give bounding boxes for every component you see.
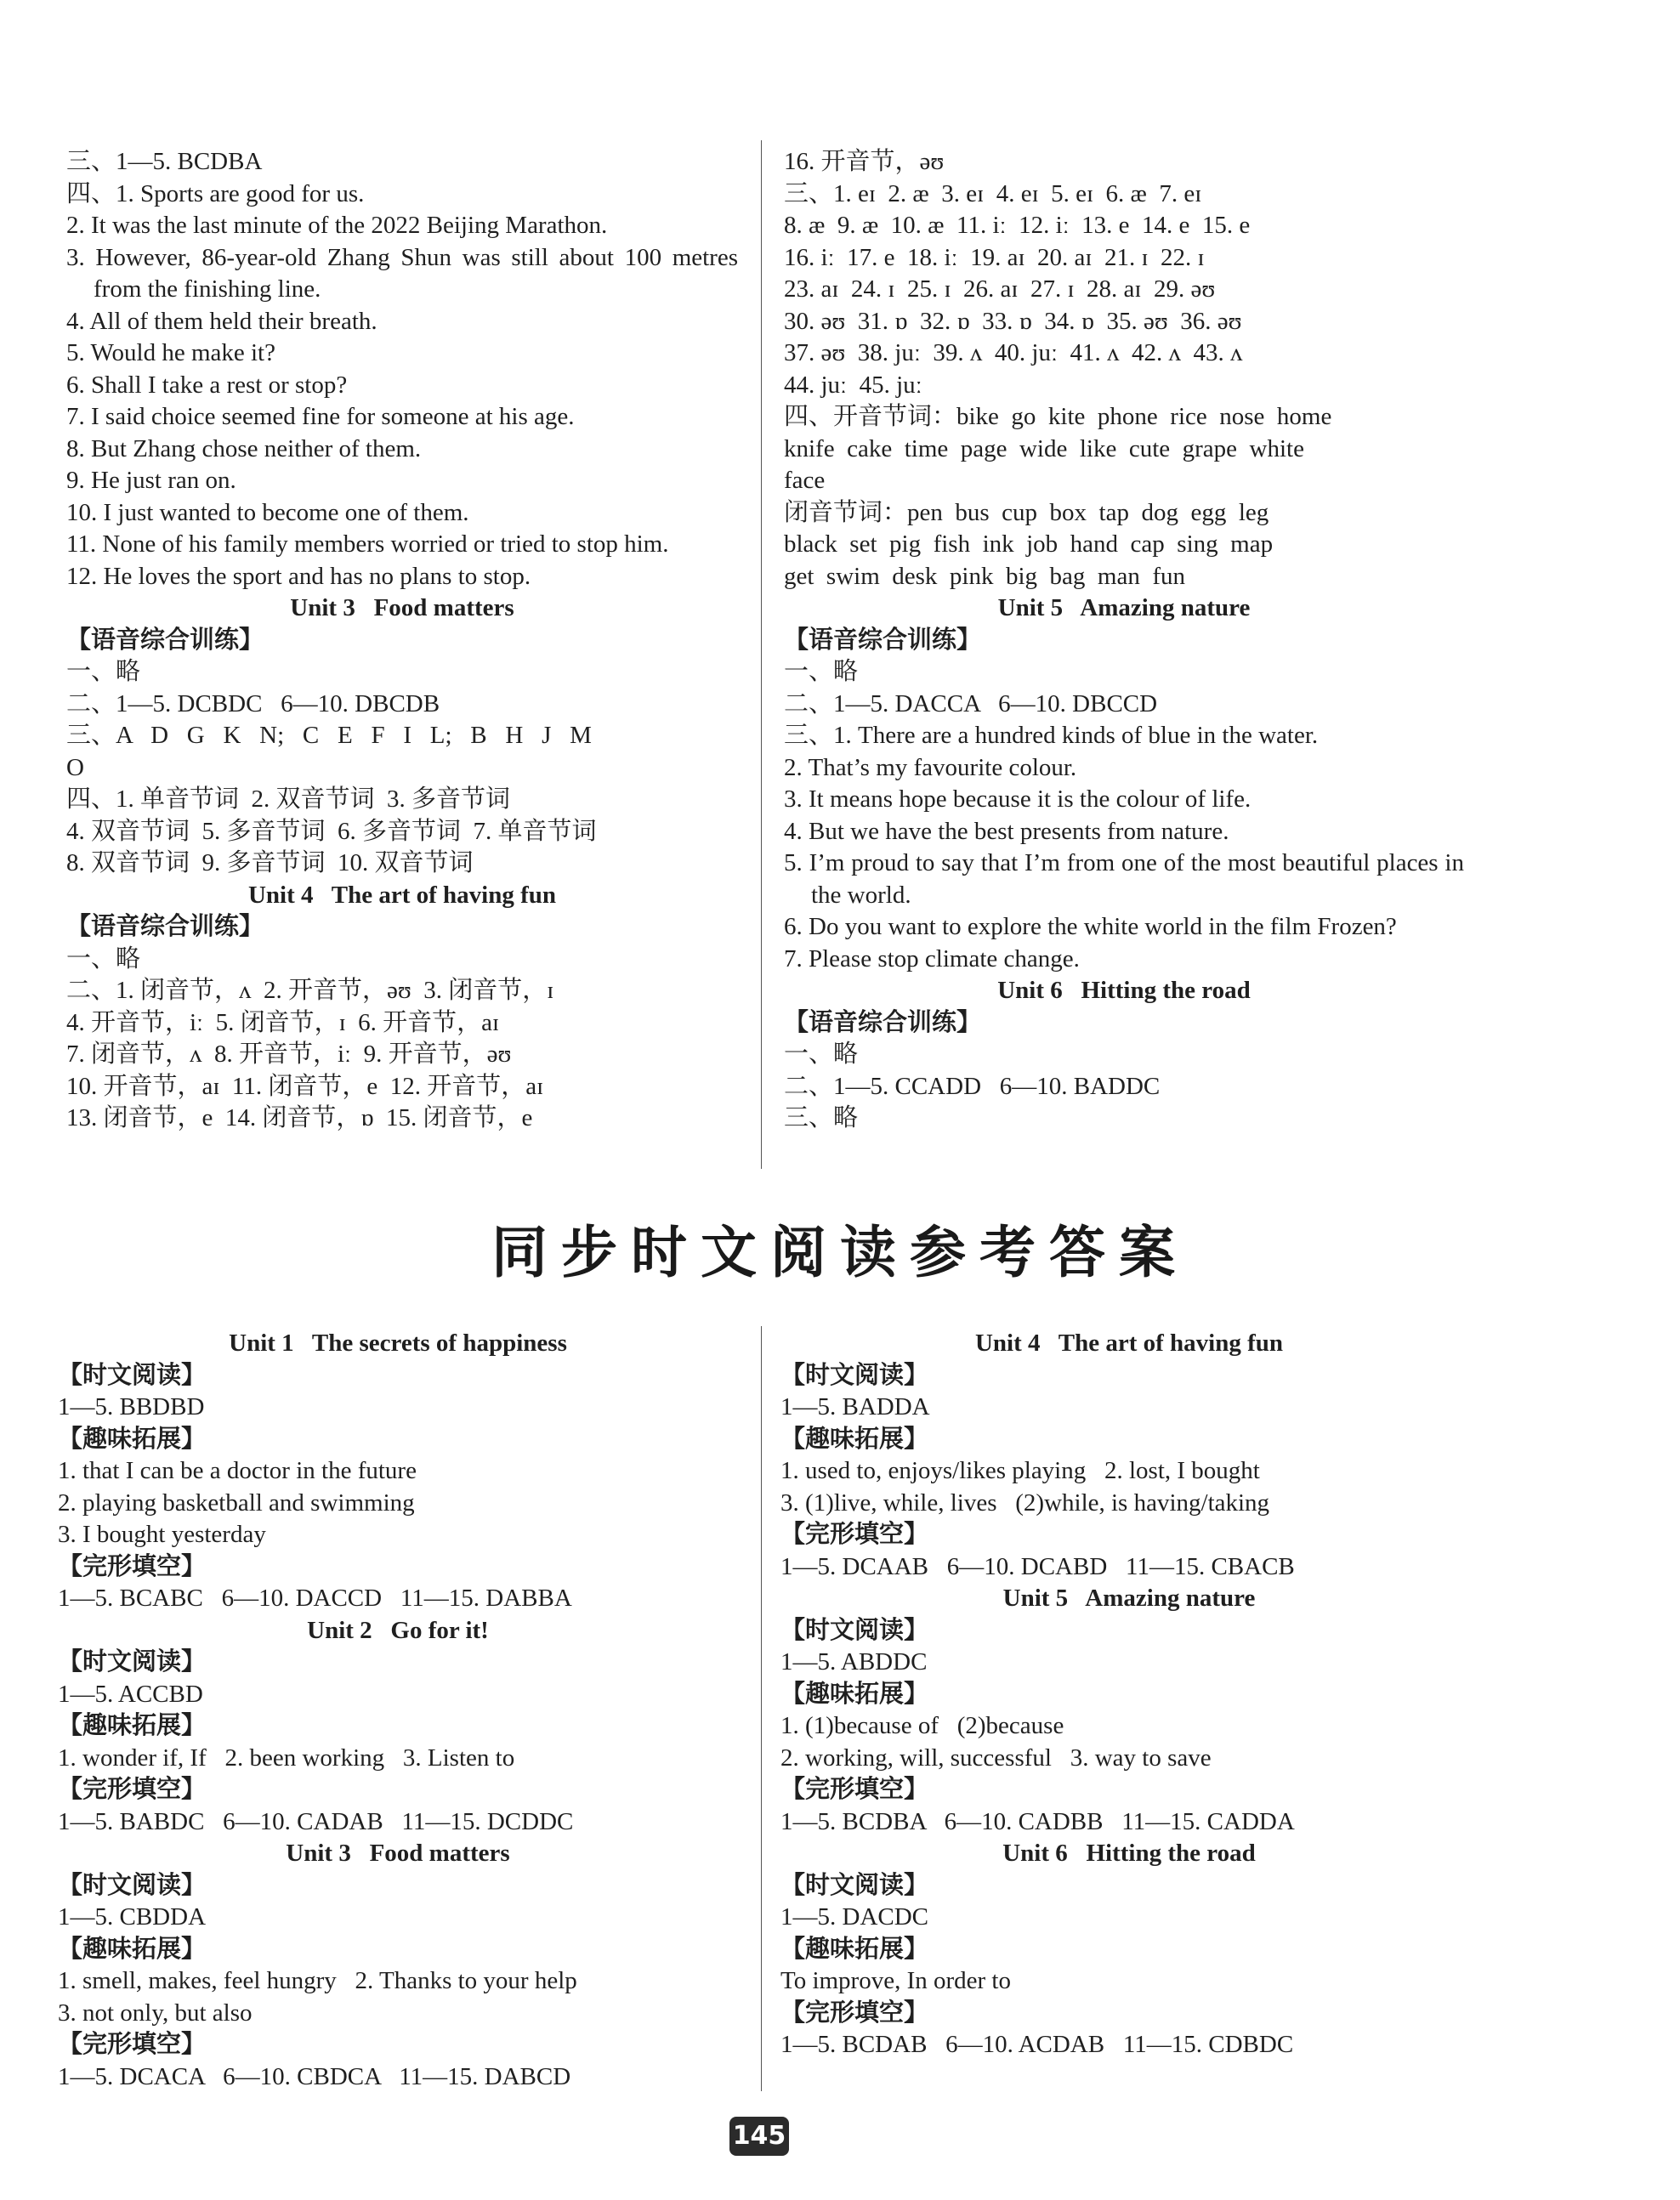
answer-line: black set pig fish ink job hand cap sing map <box>784 530 1274 558</box>
answer-line: 闭音节词：pen bus cup box tap dog egg leg <box>784 498 1269 526</box>
answer-line: 6. Shall I take a rest or stop? <box>66 371 348 399</box>
answer-line: 16. 开音节，əʊ <box>784 148 945 175</box>
answer-line: 7. 闭音节，ʌ 8. 开音节，iː 9. 开音节，əʊ <box>66 1040 512 1068</box>
answer-line: 2. playing basketball and swimming <box>58 1488 415 1517</box>
answer-line: 8. 双音节词 9. 多音节词 10. 双音节词 <box>66 849 474 876</box>
answer-line: 5. Would he make it? <box>66 339 275 366</box>
section-label: 【语音综合训练】 <box>66 626 264 654</box>
section-label: 【完形填空】 <box>58 1552 207 1580</box>
answer-line: 3. It means hope because it is the colour of life. <box>784 785 1251 813</box>
answer-line: 1—5. BABDC 6—10. CADAB 11—15. DCDDC <box>58 1807 574 1835</box>
answer-line: 10. 开音节，aɪ 11. 闭音节，e 12. 开音节，aɪ <box>66 1072 544 1100</box>
answer-line: 1—5. BCDAB 6—10. ACDAB 11—15. CDBDC <box>780 2031 1294 2058</box>
answer-line: 1—5. CBDDA <box>58 1903 207 1931</box>
answer-line: 1—5. BBDBD <box>58 1393 205 1420</box>
section-label: 【趣味拓展】 <box>58 1935 207 1963</box>
answer-line: 三、1. There are a hundred kinds of blue in the water. <box>784 722 1319 749</box>
section-label: 【语音综合训练】 <box>66 913 264 940</box>
answer-line: 3. However, 86-year-old Zhang Shun was still about 100 metres from the finishing line. <box>66 243 738 303</box>
answer-line: 1—5. ABDDC <box>780 1648 928 1676</box>
section-label: 【语音综合训练】 <box>784 1008 982 1036</box>
unit-heading: Unit 4 The art of having fun <box>974 1330 1284 1357</box>
section-label: 【时文阅读】 <box>780 1616 929 1644</box>
answer-line: 三、1—5. BCDBA <box>66 148 263 175</box>
answer-line: 23. aɪ 24. ɪ 25. ɪ 26. aɪ 27. ɪ 28. aɪ 29. əʊ <box>784 275 1216 303</box>
section-label: 【完形填空】 <box>780 1999 929 2027</box>
answer-line: 1—5. BADDA <box>780 1393 930 1420</box>
answer-line: 1—5. DCACA 6—10. CBDCA 11—15. DABCD <box>58 2062 571 2090</box>
answer-line: 四、开音节词：bike go kite phone rice nose home <box>784 403 1332 430</box>
answer-line: 1. smell, makes, feel hungry 2. Thanks to your help <box>58 1967 577 1994</box>
answer-line: 二、1. 闭音节，ʌ 2. 开音节，əʊ 3. 闭音节，ɪ <box>66 977 554 1004</box>
answer-line: 1. that I can be a doctor in the future <box>58 1457 417 1484</box>
answer-line: 1—5. BCABC 6—10. DACCD 11—15. DABBA <box>58 1585 572 1612</box>
answer-line: 四、1. 单音节词 2. 双音节词 3. 多音节词 <box>66 785 511 813</box>
section-label: 【完形填空】 <box>780 1521 929 1548</box>
answer-line: 8. æ 9. æ 10. æ 11. iː 12. iː 13. e 14. e 15. e <box>784 212 1251 239</box>
answer-line: 4. All of them held their breath. <box>66 307 377 335</box>
answer-line: 11. None of his family members worried or tried to stop him. <box>66 530 669 558</box>
answer-column-top-right <box>784 146 1464 1135</box>
section-label: 【时文阅读】 <box>58 1648 207 1676</box>
section-label: 【完形填空】 <box>780 1776 929 1803</box>
answer-line: 3. I bought yesterday <box>58 1521 266 1548</box>
answer-line: 1—5. DCAAB 6—10. DCABD 11—15. CBACB <box>780 1552 1295 1580</box>
answer-line: 3. (1)live, while, lives (2)while, is having/taking <box>780 1488 1270 1517</box>
answer-line: 1. used to, enjoys/likes playing 2. lost, I bought <box>780 1457 1260 1484</box>
answer-line: 7. Please stop climate change. <box>784 944 1080 972</box>
answer-line: 二、1—5. CCADD 6—10. BADDC <box>784 1072 1161 1100</box>
answer-line: 6. Do you want to explore the white world in the film Frozen? <box>784 913 1397 940</box>
section-title: 同步时文阅读参考答案 <box>491 1220 1189 1285</box>
section-label: 【完形填空】 <box>58 1776 207 1803</box>
answer-line: 1—5. BCDBA 6—10. CADBB 11—15. CADDA <box>780 1807 1295 1835</box>
unit-heading: Unit 6 Hitting the road <box>1002 1840 1256 1867</box>
answer-line: 30. əʊ 31. ɒ 32. ɒ 33. ɒ 34. ɒ 35. əʊ 36. əʊ <box>784 307 1242 335</box>
unit-heading: Unit 2 Go for it! <box>307 1616 489 1644</box>
unit-heading: Unit 5 Amazing nature <box>997 594 1251 621</box>
section-label: 【趣味拓展】 <box>58 1425 207 1453</box>
answer-line: 13. 闭音节，e 14. 闭音节，ɒ 15. 闭音节，e <box>66 1104 533 1131</box>
answer-line: 三、A D G K N; C E F I L; B H J M <box>66 722 592 749</box>
column-divider-top <box>761 140 762 1169</box>
answer-line: 3. not only, but also <box>58 1999 253 2027</box>
answer-column-bottom-left <box>58 1328 738 2093</box>
section-label: 【时文阅读】 <box>58 1871 207 1899</box>
answer-line: 一、略 <box>66 944 141 972</box>
page-number: 145 <box>729 2117 789 2156</box>
answer-line: 7. I said choice seemed fine for someone at his age. <box>66 403 575 430</box>
section-label: 【趣味拓展】 <box>58 1712 207 1739</box>
answer-line: 8. But Zhang chose neither of them. <box>66 434 422 462</box>
unit-heading: Unit 3 Food matters <box>290 594 514 621</box>
answer-line: 10. I just wanted to become one of them. <box>66 498 469 526</box>
answer-line: 一、略 <box>784 1040 859 1068</box>
answer-line: 9. He just ran on. <box>66 467 236 494</box>
answer-line: 1. wonder if, If 2. been working 3. Listen to <box>58 1744 515 1772</box>
unit-heading: Unit 5 Amazing nature <box>1002 1585 1256 1612</box>
unit-heading: Unit 4 The art of having fun <box>247 881 557 909</box>
answer-line: 5. I’m proud to say that I’m from one of the most beautiful places in the world. <box>784 849 1464 909</box>
answer-line: 4. But we have the best presents from nature. <box>784 817 1229 845</box>
answer-line: 37. əʊ 38. juː 39. ʌ 40. juː 41. ʌ 42. ʌ 43. ʌ <box>784 339 1243 366</box>
section-label: 【趣味拓展】 <box>780 1935 929 1963</box>
answer-line: 三、略 <box>784 1104 859 1131</box>
answer-line: 12. He loves the sport and has no plans to stop. <box>66 562 531 590</box>
unit-heading: Unit 3 Food matters <box>286 1840 510 1867</box>
answer-line: 4. 开音节，iː 5. 闭音节，ɪ 6. 开音节，aɪ <box>66 1008 500 1036</box>
section-label: 【时文阅读】 <box>780 1871 929 1899</box>
section-label: 【时文阅读】 <box>58 1361 207 1389</box>
section-label: 【趣味拓展】 <box>780 1425 929 1453</box>
answer-line: get swim desk pink big bag man fun <box>784 562 1186 590</box>
answer-line: 1. (1)because of (2)because <box>780 1712 1064 1739</box>
answer-line: face <box>784 467 826 494</box>
answer-line: 2. That’s my favourite colour. <box>784 753 1077 781</box>
section-label: 【时文阅读】 <box>780 1361 929 1389</box>
answer-line: knife cake time page wide like cute grape white <box>784 434 1304 462</box>
unit-heading: Unit 6 Hitting the road <box>997 977 1251 1004</box>
section-label: 【语音综合训练】 <box>784 626 982 654</box>
column-divider-bottom <box>761 1326 762 2091</box>
answer-line: 2. It was the last minute of the 2022 Beijing Marathon. <box>66 212 608 239</box>
answer-line: 1—5. ACCBD <box>58 1680 203 1708</box>
answer-column-bottom-right <box>780 1328 1478 2061</box>
answer-line: 1—5. DACDC <box>780 1903 929 1931</box>
answer-line: 一、略 <box>66 658 141 685</box>
answer-line: 16. iː 17. e 18. iː 19. aɪ 20. aɪ 21. ɪ 22. ɪ <box>784 243 1205 271</box>
answer-line: 四、1. Sports are good for us. <box>66 179 365 207</box>
answer-line: To improve, In order to <box>780 1967 1011 1994</box>
answer-line: 二、1—5. DACCA 6—10. DBCCD <box>784 689 1158 717</box>
answer-line: 4. 双音节词 5. 多音节词 6. 多音节词 7. 单音节词 <box>66 817 597 845</box>
answer-line: 二、1—5. DCBDC 6—10. DBCDB <box>66 689 440 717</box>
answer-line: 一、略 <box>784 658 859 685</box>
answer-line: 44. juː 45. juː <box>784 371 922 399</box>
answer-line: O <box>66 753 84 781</box>
answer-line: 三、1. eɪ 2. æ 3. eɪ 4. eɪ 5. eɪ 6. æ 7. eɪ <box>784 179 1202 207</box>
unit-heading: Unit 1 The secrets of happiness <box>229 1330 567 1357</box>
section-label: 【趣味拓展】 <box>780 1680 929 1708</box>
answer-line: 2. working, will, successful 3. way to save <box>780 1744 1212 1772</box>
section-label: 【完形填空】 <box>58 2031 207 2058</box>
answer-column-top-left <box>66 146 738 1135</box>
